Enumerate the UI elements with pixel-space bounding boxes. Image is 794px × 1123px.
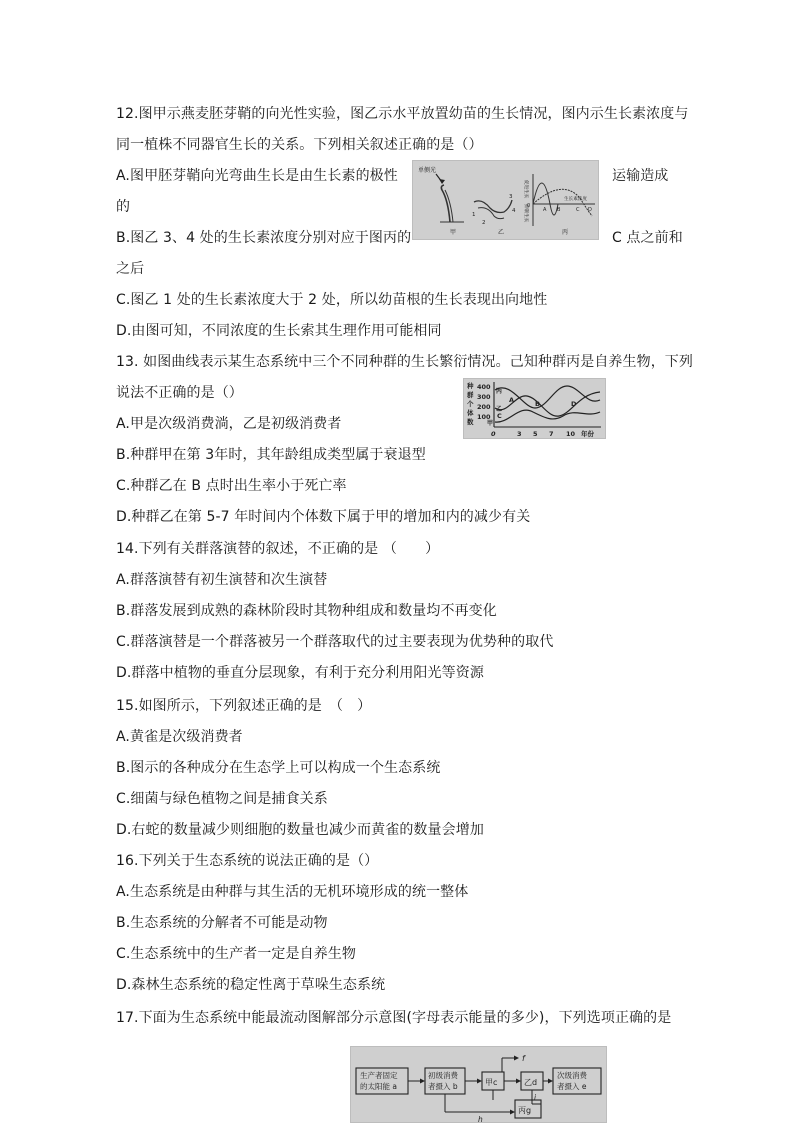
y-tick-200: 200: [477, 403, 491, 411]
label-h: h: [478, 1115, 483, 1123]
series-label-jia: 甲: [487, 420, 494, 427]
arrow-d-e-head: [548, 1079, 553, 1084]
y-tick-400: 400: [477, 383, 491, 391]
population-figure: [463, 378, 606, 439]
producer-line2: 的太阳能 a: [360, 1082, 397, 1091]
q15-stem: 15.如图所示，下列叙述正确的是 （ ）: [116, 698, 372, 714]
y-char-1: 种: [467, 382, 474, 390]
x-tick-5: 5: [533, 430, 538, 438]
arrow-f-head: [514, 1056, 519, 1061]
q14-option-c: C.群落演替是一个群落被另一个群落取代的过主要表现为优势种的取代: [116, 634, 554, 650]
arrow-a-b-head: [420, 1079, 425, 1084]
num-2-label: 2: [482, 220, 486, 226]
y-char-2: 群: [467, 391, 474, 399]
y-char-5: 数: [467, 418, 474, 426]
q16-stem: 16.下列关于生态系统的说法正确的是（）: [116, 853, 379, 869]
q16-option-b: B.生态系统的分解者不可能是动物: [116, 915, 328, 931]
point-c-label: C: [497, 412, 502, 420]
q15-option-c: C.细菌与绿色植物之间是捕食关系: [116, 791, 328, 807]
series-label-yi: 乙: [496, 406, 503, 413]
x-tick-7: 7: [549, 430, 554, 438]
primary-line1: 初级消费: [428, 1071, 458, 1080]
q14-option-b: B.群落发展到成熟的森林阶段时其物种组成和数量均不再变化: [116, 603, 497, 619]
x-tick-0: 0: [491, 430, 496, 438]
q12-option-d: D.由图可知，不同浓度的生长索其生理作用可能相同: [116, 323, 442, 339]
box-bing-label: 丙g: [518, 1106, 532, 1115]
x-tick-10: 10: [566, 430, 576, 438]
point-b-label: B: [535, 400, 540, 408]
seedling-root-shoot: [474, 200, 512, 213]
q16-option-c: C.生态系统中的生产者一定是自养生物: [116, 946, 357, 962]
q13-stem-line2: 说法不正确的是（）: [116, 385, 243, 401]
q15-option-b: B.图示的各种成分在生态学上可以构成一个生态系统: [116, 760, 441, 776]
panel-yi-label: 乙: [498, 229, 505, 236]
series-label-bing: 丙: [496, 388, 503, 395]
box-yi-label: 乙d: [524, 1078, 538, 1087]
producer-line1: 生产者固定: [360, 1071, 398, 1080]
point-c-label: C: [576, 207, 580, 213]
y-axis-promote-label: 促进生长: [523, 180, 528, 199]
arrow-c-d-head: [516, 1079, 521, 1084]
q12-option-c: C.图乙 1 处的生长素浓度大于 2 处，所以幼苗根的生长表现出向地性: [116, 292, 548, 308]
q15-option-d: D.右蛇的数量减少则细胞的数量也减少而黄雀的数量会增加: [116, 822, 484, 838]
q13-option-b: B.种群甲在第 3年时，其年龄组成类型属于衰退型: [116, 447, 426, 463]
q12-option-b-end: 之后: [116, 261, 145, 277]
q15-option-a: A.黄雀是次级消费者: [116, 729, 243, 745]
secondary-line1: 次级消费: [557, 1071, 587, 1080]
secondary-line2: 者摄入 e: [557, 1082, 587, 1091]
label-i: i: [534, 1093, 537, 1102]
num-3-label: 3: [509, 194, 513, 200]
y-axis-inhibit-label: 抑制生长: [523, 204, 528, 223]
num-1-label: 1: [472, 212, 476, 218]
q13-stem-line1: 13. 如图曲线表示某生态系统中三个不同种群的生长繁衍情况。己知种群丙是自养生物，下列: [116, 354, 694, 370]
q16-option-d: D.森林生态系统的稳定性离于草哚生态系统: [116, 977, 386, 993]
point-d-label: D: [588, 207, 592, 213]
primary-line2: 者摄入 b: [428, 1082, 458, 1091]
point-a-label: A: [509, 396, 515, 404]
concentration-label: 生长素浓度: [564, 197, 587, 202]
q14-option-d: D.群落中植物的垂直分层现象，有利于充分利用阳光等资源: [116, 665, 484, 681]
energy-flow-figure: [350, 1046, 607, 1123]
q17-stem: 17.下面为生态系统中能最流动图解部分示意图(字母表示能量的多少)，下列选项正确的是: [116, 1010, 672, 1026]
point-d-label: D: [571, 400, 577, 408]
y-char-3: 个: [467, 400, 474, 408]
stem-curve: [533, 189, 592, 216]
q13-option-c: C.种群乙在 B 点时出生率小于死亡率: [116, 478, 347, 494]
q14-option-a: A.群落演替有初生演替和次生演替: [116, 572, 328, 588]
q14-stem: 14.下列有关群落演替的叙述，不正确的是 （ ）: [116, 541, 440, 557]
label-f: f: [522, 1054, 525, 1063]
panel-bing-label: 丙: [562, 229, 569, 236]
origin-label: 0: [527, 203, 531, 209]
y-tick-300: 300: [477, 393, 491, 401]
arrow-h-head: [510, 1110, 515, 1115]
box-jia-label: 甲c: [485, 1078, 498, 1087]
q12-option-a: A.图甲胚芽鞘向光弯曲生长是由生长素的极性: [116, 168, 398, 184]
q12-option-b: B.图乙 3、4 处的生长素浓度分别对应于图丙的: [116, 230, 412, 246]
phototropism-figure: [412, 160, 599, 240]
point-b-label: B: [557, 207, 561, 213]
q12-option-a-cont: 运输造成: [612, 168, 669, 184]
q12-stem-line2: 同一植株不同器官生长的关系。下列相关叙述正确的是（）: [116, 137, 483, 153]
num-4-label: 4: [512, 208, 516, 214]
q16-option-a: A.生态系统是由种群与其生活的无机环境形成的统一整体: [116, 884, 469, 900]
q12-option-a-end: 的: [116, 199, 131, 215]
light-arrow-head: [439, 179, 445, 184]
x-tick-3: 3: [517, 430, 522, 438]
q12-stem-line1: 12.图甲示燕麦胚芽鞘的向光性实验，图乙示水平放置幼苗的生长情况，图内示生长素浓度与: [116, 106, 689, 122]
y-tick-100: 100: [477, 413, 491, 421]
q13-option-a: A.甲是次级消费淌，乙是初级消费者: [116, 416, 342, 432]
y-char-4: 体: [467, 409, 474, 417]
x-unit-label: 年份: [581, 430, 594, 438]
q13-option-d: D.种群乙在第 5-7 年时间内个体数下属于甲的增加和内的减少有关: [116, 509, 531, 525]
arrow-b-c-head: [477, 1079, 482, 1084]
point-a-label: A: [543, 207, 547, 213]
light-label: 单侧光: [418, 167, 437, 174]
panel-jia-label: 甲: [450, 229, 457, 236]
q12-option-b-cont: C 点之前和: [612, 230, 683, 246]
